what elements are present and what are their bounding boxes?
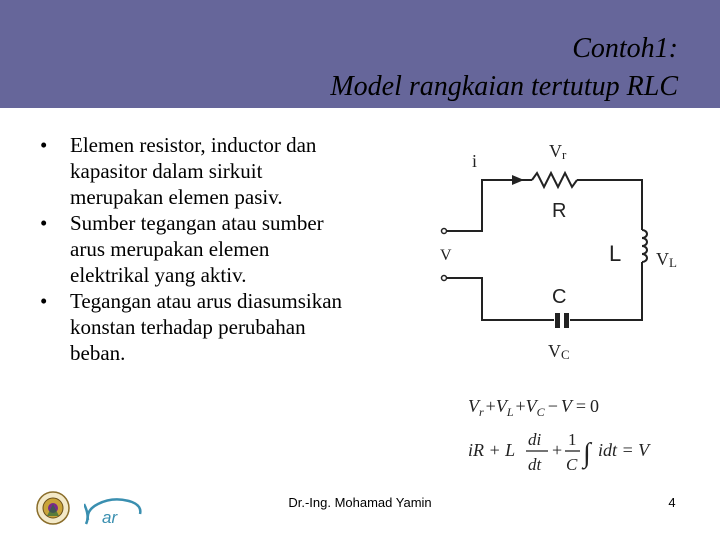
bullet-dot: •: [40, 211, 48, 235]
eq1-term: C: [536, 405, 545, 419]
title-banner: [0, 0, 720, 108]
capacitor-plate-left: [555, 313, 560, 328]
bullet-dot: •: [40, 289, 48, 313]
slide-title: [330, 30, 678, 106]
wire-right-lower: [570, 262, 642, 320]
capacitor-voltage-label: [548, 341, 570, 362]
bullet-dot: •: [40, 133, 48, 157]
terminal-top: [442, 229, 447, 234]
wire-top-left: [446, 180, 532, 231]
inductor-voltage-subscript: L: [669, 255, 677, 270]
eq1-term: V: [495, 396, 507, 416]
eq2-left: iR + L: [468, 440, 516, 460]
current-arrow: [512, 175, 524, 185]
bullet-text: Tegangan atau arus diasumsikan konstan terhadap perubahan beban.: [70, 289, 343, 365]
eq1-term: −: [547, 396, 558, 416]
eq1-term: V: [525, 396, 537, 416]
bullet-item: [40, 288, 350, 366]
resistor-voltage-subscript: r: [562, 147, 567, 162]
eq1-term: V: [560, 396, 572, 416]
eq2-frac2-denominator: C: [566, 455, 578, 474]
rlc-circuit-diagram: [432, 135, 692, 370]
eq2-frac1-denominator: dt: [528, 455, 542, 474]
resistor-voltage-label: [549, 141, 567, 162]
eq2-integral: ∫: [583, 438, 591, 469]
car-logo: [84, 494, 144, 526]
eq2-plus: +: [552, 440, 563, 460]
current-label: i: [472, 151, 478, 171]
page-number: 4: [668, 495, 676, 510]
eq2-frac2-numerator: 1: [568, 430, 577, 449]
wire-top-right: [577, 180, 642, 230]
car-logo-text: ar: [102, 508, 118, 526]
bullet-text: Sumber tegangan atau sumber arus merupakan elemen elektrikal yang aktiv.: [70, 211, 324, 287]
university-seal-logo: [35, 490, 71, 526]
eq1-term: L: [506, 405, 514, 419]
source-label: V: [440, 247, 452, 264]
eq1-term: =: [575, 396, 586, 416]
bullet-text: Elemen resistor, inductor dan kapasitor dalam sirkuit merupakan elemen pasiv.: [70, 133, 317, 209]
footer-author: Dr.-Ing. Mohamad Yamin: [288, 495, 432, 510]
resistor-symbol: [532, 173, 577, 187]
wire-left-lower: [446, 278, 554, 320]
slide-title-line1: Contoh1:: [572, 33, 678, 64]
eq1-term: +: [515, 396, 526, 416]
kirchhoff-equations: [462, 388, 692, 480]
capacitor-voltage-subscript: C: [561, 347, 570, 362]
slide-title-line2: Model rangkaian tertutup RLC: [330, 71, 678, 102]
resistor-voltage-symbol: V: [549, 141, 562, 161]
eq1-term: V: [468, 396, 479, 416]
inductor-voltage-label: [656, 249, 677, 270]
inductor-label: L: [609, 241, 622, 266]
eq2-right: idt = V: [598, 440, 650, 460]
equation-voltage-sum: [468, 396, 599, 419]
resistor-label: R: [552, 200, 567, 222]
capacitor-plate-right: [564, 313, 569, 328]
terminal-bottom: [442, 276, 447, 281]
eq1-term: 0: [590, 396, 599, 416]
inductor-symbol: [642, 230, 647, 262]
eq1-term: r: [479, 405, 484, 419]
bullet-list: [40, 132, 350, 366]
bullet-item: [40, 210, 350, 288]
capacitor-label: C: [552, 286, 567, 308]
eq1-term: +: [485, 396, 496, 416]
inductor-voltage-symbol: V: [656, 249, 669, 269]
eq2-frac1-numerator: di: [528, 430, 542, 449]
bullet-item: [40, 132, 350, 210]
capacitor-voltage-symbol: V: [548, 341, 561, 361]
